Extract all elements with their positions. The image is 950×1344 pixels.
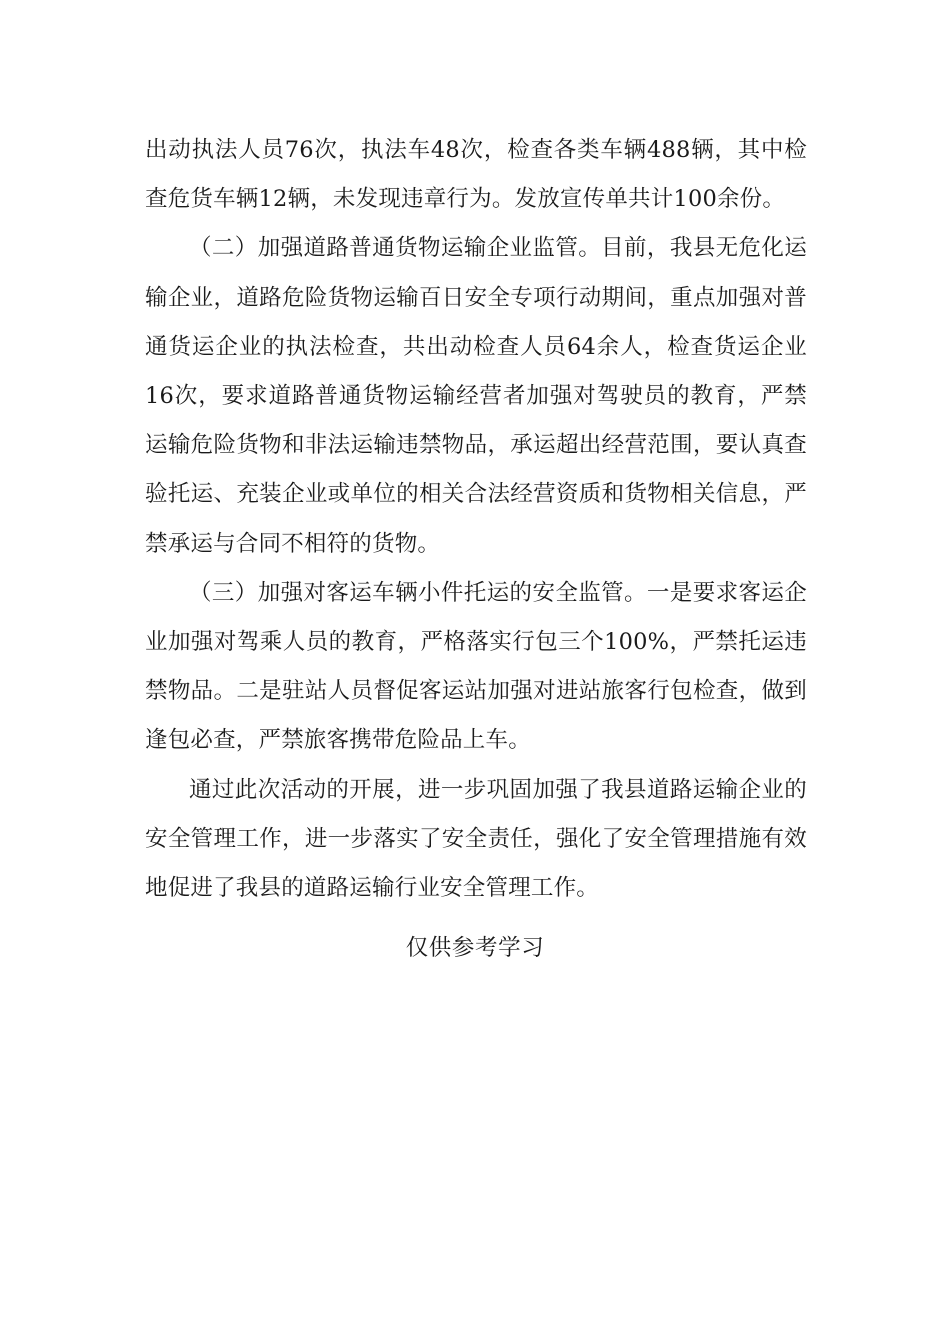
paragraph-passenger-parcel-supervision: （三）加强对客运车辆小件托运的安全监管。一是要求客运企业加强对驾乘人员的教育，严格落实行包三个100%，严禁托运违禁物品。二是驻站人员督促客运站加强对进站旅客行包检查，做到逢包必查，严禁旅客携带危险品上车。	[145, 579, 807, 754]
document-body	[145, 126, 807, 913]
paragraph-freight-supervision: （二）加强道路普通货物运输企业监管。目前，我县无危化运输企业，道路危险货物运输百日安全专项行动期间，重点加强对普通货运企业的执法检查，共出动检查人员64余人，检查货运企业16次，要求道路普通货物运输经营者加强对驾驶员的教育，严禁运输危险货物和非法运输违禁物品，承运超出经营范围，要认真查验托运、充装企业或单位的相关合法经营资质和货物相关信息，严禁承运与合同不相符的货物。	[145, 235, 807, 557]
paragraph-inspection-summary: 出动执法人员76次，执法车48次，检查各类车辆488辆，其中检查危货车辆12辆，未发现违章行为。发放宣传单共计100余份。	[145, 137, 807, 213]
paragraph-conclusion: 通过此次活动的开展，进一步巩固加强了我县道路运输企业的安全管理工作，进一步落实了安全责任，强化了安全管理措施有效地促进了我县的道路运输行业安全管理工作。	[145, 776, 807, 902]
footer-note: 仅供参考学习	[405, 935, 545, 961]
